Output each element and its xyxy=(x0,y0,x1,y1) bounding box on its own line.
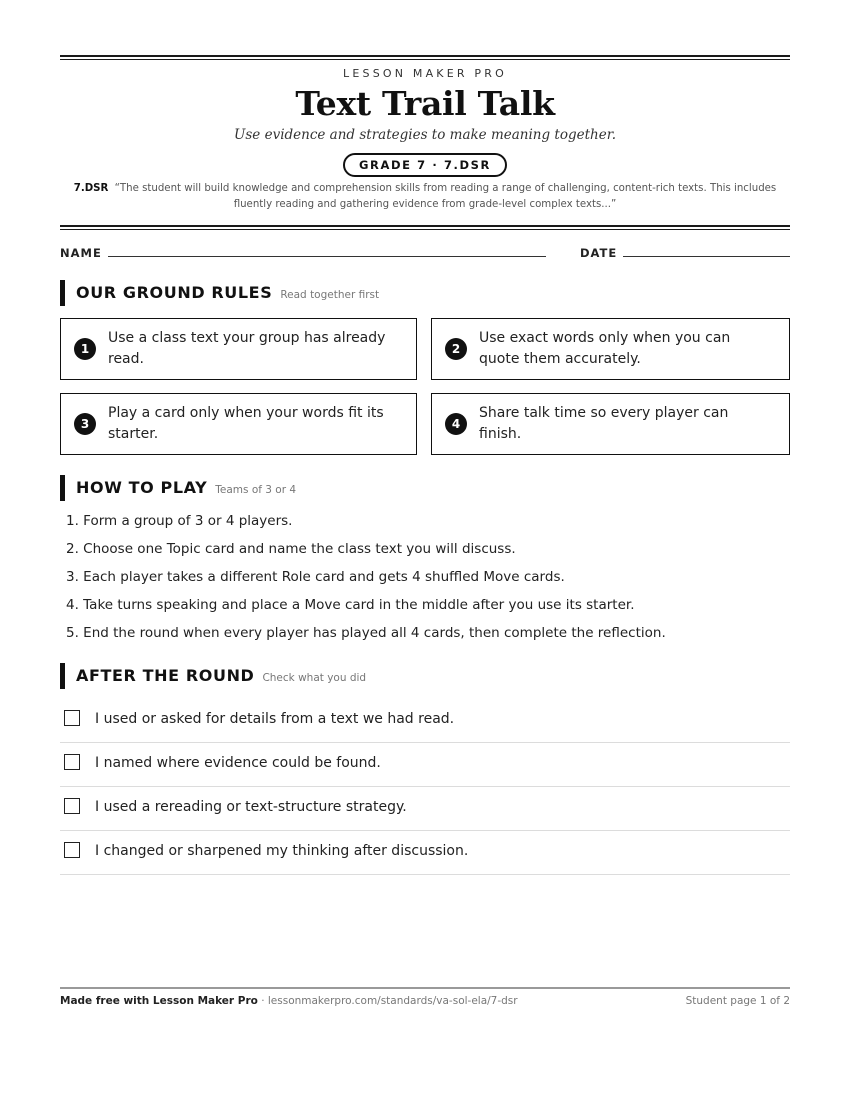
standard-text: “The student will build knowledge and comprehension skills from reading a range of challenging, content-rich texts. This includes fluently reading and gathering evidence from grade-level complex texts...” xyxy=(114,183,777,210)
ground-rules-heading xyxy=(60,280,790,306)
footer-made-with: Made free with Lesson Maker Pro xyxy=(60,995,258,1007)
rule-number-badge: 4 xyxy=(445,413,467,435)
standard-statement xyxy=(70,181,780,213)
reflection-text: I changed or sharpened my thinking after discussion. xyxy=(95,843,469,859)
rule-number-badge: 1 xyxy=(74,338,96,360)
how-to-play-steps xyxy=(66,510,786,650)
footer-rule xyxy=(60,987,790,989)
ground-rule-card xyxy=(60,393,417,455)
page-subtitle: Use evidence and strategies to make meaning together. xyxy=(234,127,616,143)
reflection-item xyxy=(60,787,790,831)
reflection-text: I used a rereading or text-structure strategy. xyxy=(95,799,407,815)
reflection-checkbox[interactable] xyxy=(64,798,80,814)
reflection-text: I named where evidence could be found. xyxy=(95,755,381,771)
section-subtitle: Check what you did xyxy=(262,672,367,684)
reflection-checkbox[interactable] xyxy=(64,710,80,726)
date-field[interactable] xyxy=(623,256,790,257)
page-title: Text Trail Talk xyxy=(295,84,555,123)
section-subtitle: Teams of 3 or 4 xyxy=(215,484,297,496)
ground-rule-card xyxy=(431,318,790,380)
step-item: 4. Take turns speaking and place a Move card in the middle after you use its starter. xyxy=(66,597,635,613)
brand-label: LESSON MAKER PRO xyxy=(343,67,507,80)
section-marker xyxy=(60,280,65,306)
rule-text: Use exact words only when you can quote them accurately. xyxy=(479,330,731,367)
name-date-row xyxy=(60,246,790,260)
reflection-checkbox[interactable] xyxy=(64,842,80,858)
header-bottom-rule xyxy=(60,225,790,227)
header-top-rule xyxy=(60,55,790,57)
step-item: 1. Form a group of 3 or 4 players. xyxy=(66,513,293,529)
section-marker xyxy=(60,475,65,501)
reflection-text: I used or asked for details from a text we had read. xyxy=(95,711,455,727)
reflection-item xyxy=(60,743,790,787)
after-round-heading xyxy=(60,663,790,689)
rule-text: Share talk time so every player can finish. xyxy=(479,405,729,442)
date-label: DATE xyxy=(580,246,618,260)
how-to-play-heading xyxy=(60,475,790,501)
ground-rule-card xyxy=(431,393,790,455)
footer-page-label: Student page 1 of 2 xyxy=(685,995,790,1007)
section-title: AFTER THE ROUND xyxy=(76,666,255,685)
standard-code: 7.DSR xyxy=(73,183,109,194)
grade-badge: GRADE 7 · 7.DSR xyxy=(343,153,507,177)
reflection-checkbox[interactable] xyxy=(64,754,80,770)
grade-badge-wrap xyxy=(60,153,790,177)
reflection-item xyxy=(60,699,790,743)
page-footer xyxy=(60,995,790,1009)
section-title: HOW TO PLAY xyxy=(76,478,208,497)
step-item: 3. Each player takes a different Role card and gets 4 shuffled Move cards. xyxy=(66,569,565,585)
section-marker xyxy=(60,663,65,689)
rule-text: Play a card only when your words fit its starter. xyxy=(108,405,384,442)
step-item: 5. End the round when every player has played all 4 cards, then complete the reflection. xyxy=(66,625,666,641)
rule-number-badge: 2 xyxy=(445,338,467,360)
section-title: OUR GROUND RULES xyxy=(76,283,273,302)
ground-rule-card xyxy=(60,318,417,380)
reflection-item xyxy=(60,831,790,875)
rule-text: Use a class text your group has already read. xyxy=(108,330,386,367)
section-subtitle: Read together first xyxy=(280,289,380,301)
rule-number-badge: 3 xyxy=(74,413,96,435)
name-label: NAME xyxy=(60,246,102,260)
name-field[interactable] xyxy=(108,256,546,257)
step-item: 2. Choose one Topic card and name the class text you will discuss. xyxy=(66,541,516,557)
footer-url[interactable]: · lessonmakerpro.com/standards/va-sol-ela/7-dsr xyxy=(257,995,518,1007)
